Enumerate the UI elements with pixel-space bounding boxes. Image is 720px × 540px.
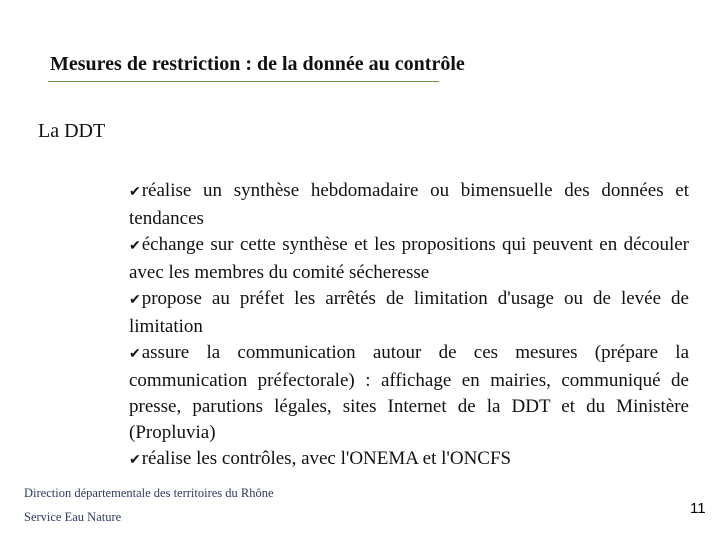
list-item: [129, 340, 689, 446]
bullet-text: réalise un synthèse hebdomadaire ou bimensuelle des données et tendances: [129, 180, 689, 229]
bullet-text: réalise les contrôles, avec l'ONEMA et l'ONCFS: [141, 448, 512, 469]
checkmark-icon: ✔: [129, 239, 141, 254]
bullet-text: assure la communication autour de ces mesures (prépare la communication préfectorale) : affichage en mairies, communiqué de presse, parutions légales, sites Internet de la DDT et du Ministère (Propluvia): [129, 342, 689, 443]
footer-service: Service Eau Nature: [24, 510, 122, 524]
bullet-list: [129, 178, 689, 474]
bullet-text: propose au préfet les arrêtés de limitation d'usage ou de levée de limitation: [129, 288, 689, 337]
page-number: 11: [690, 500, 706, 517]
list-item: [129, 286, 689, 340]
footer-organization: Direction départementale des territoires du Rhône: [24, 486, 274, 500]
checkmark-icon: ✔: [129, 293, 141, 308]
checkmark-icon: ✔: [129, 453, 141, 468]
subject-heading: La DDT: [38, 120, 106, 142]
list-item: [129, 446, 689, 474]
title-underline: [48, 81, 439, 82]
slide-title: Mesures de restriction : de la donnée au contrôle: [50, 53, 465, 75]
bullet-text: échange sur cette synthèse et les propositions qui peuvent en découler avec les membres du comité sécheresse: [129, 234, 689, 283]
checkmark-icon: ✔: [129, 347, 141, 362]
list-item: [129, 232, 689, 286]
checkmark-icon: ✔: [129, 185, 141, 200]
list-item: [129, 178, 689, 232]
